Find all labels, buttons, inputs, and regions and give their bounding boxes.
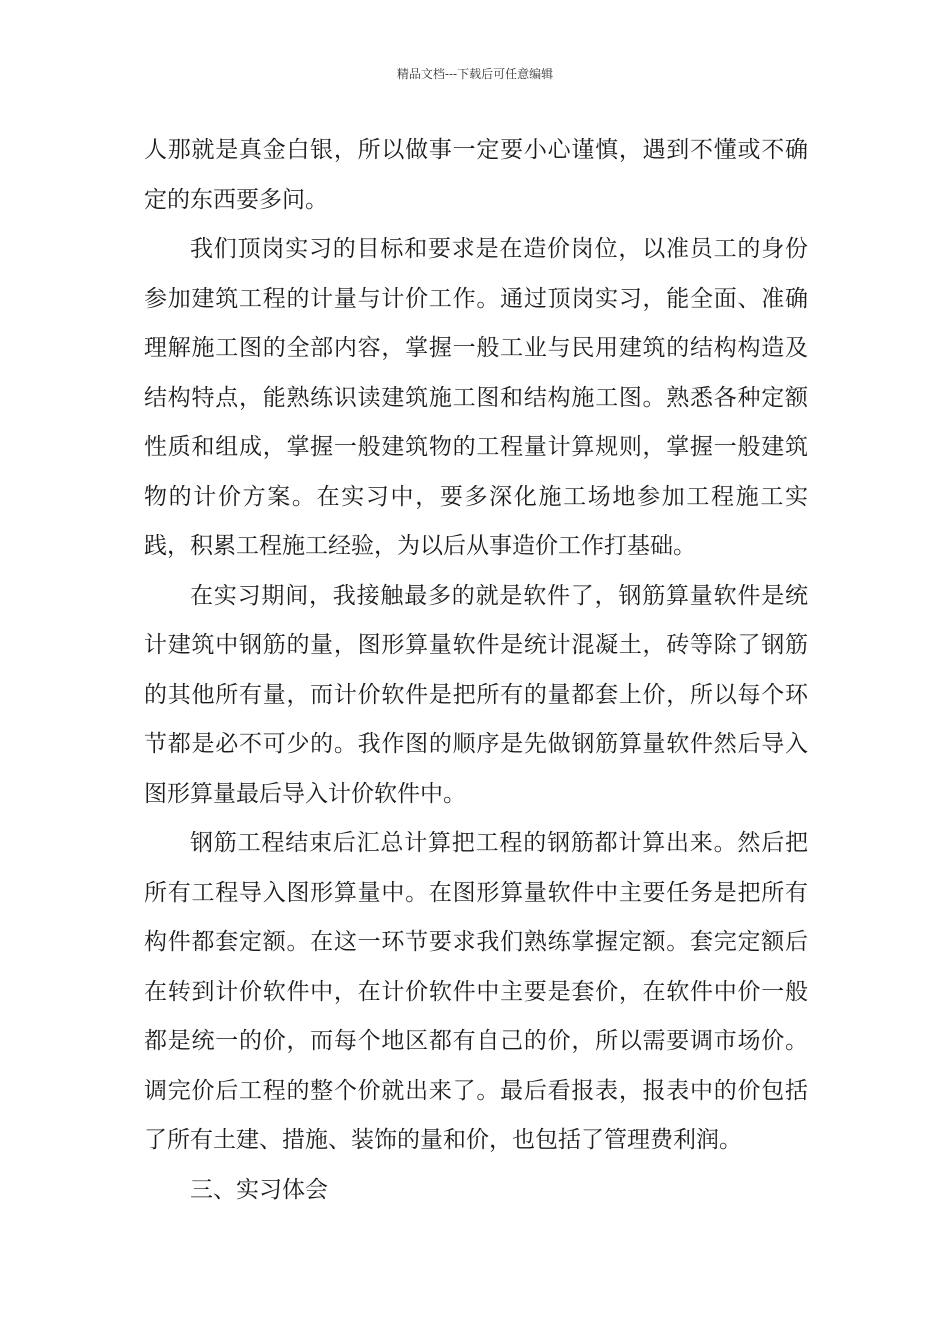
paragraph-3: 在实习期间，我接触最多的就是软件了，钢筋算量软件是统计建筑中钢筋的量，图形算量软件是统计混凝土，砖等除了钢筋的其他所有量，而计价软件是把所有的量都套上价，所以每个环节都是必不可少的。我作图的顺序是先做钢筋算量软件然后导入图形算量最后导入计价软件中。 <box>144 582 808 807</box>
page-header: 精品文档---下载后可任意编辑 <box>396 67 554 81</box>
document-body <box>144 126 808 1215</box>
paragraph-2: 我们顶岗实习的目标和要求是在造价岗位，以准员工的身份参加建筑工程的计量与计价工作。通过顶岗实习，能全面、准确理解施工图的全部内容，掌握一般工业与民用建筑的结构构造及结构特点，能熟练识读建筑施工图和结构施工图。熟悉各种定额性质和组成，掌握一般建筑物的工程量计算规则，掌握一般建筑物的计价方案。在实习中，要多深化施工场地参加工程施工实践，积累工程施工经验，为以后从事造价工作打基础。 <box>144 236 808 559</box>
section-heading: 三、实习体会 <box>190 1176 328 1203</box>
paragraph-1: 人那就是真金白银，所以做事一定要小心谨慎，遇到不懂或不确定的东西要多问。 <box>144 137 808 213</box>
paragraph-4: 钢筋工程结束后汇总计算把工程的钢筋都计算出来。然后把所有工程导入图形算量中。在图形算量软件中主要任务是把所有构件都套定额。在这一环节要求我们熟练掌握定额。套完定额后在转到计价软件中，在计价软件中主要是套价，在软件中价一般都是统一的价，而每个地区都有自己的价，所以需要调市场价。调完价后工程的整个价就出来了。最后看报表，报表中的价包括了所有土建、措施、装饰的量和价，也包括了管理费利润。 <box>144 830 808 1153</box>
